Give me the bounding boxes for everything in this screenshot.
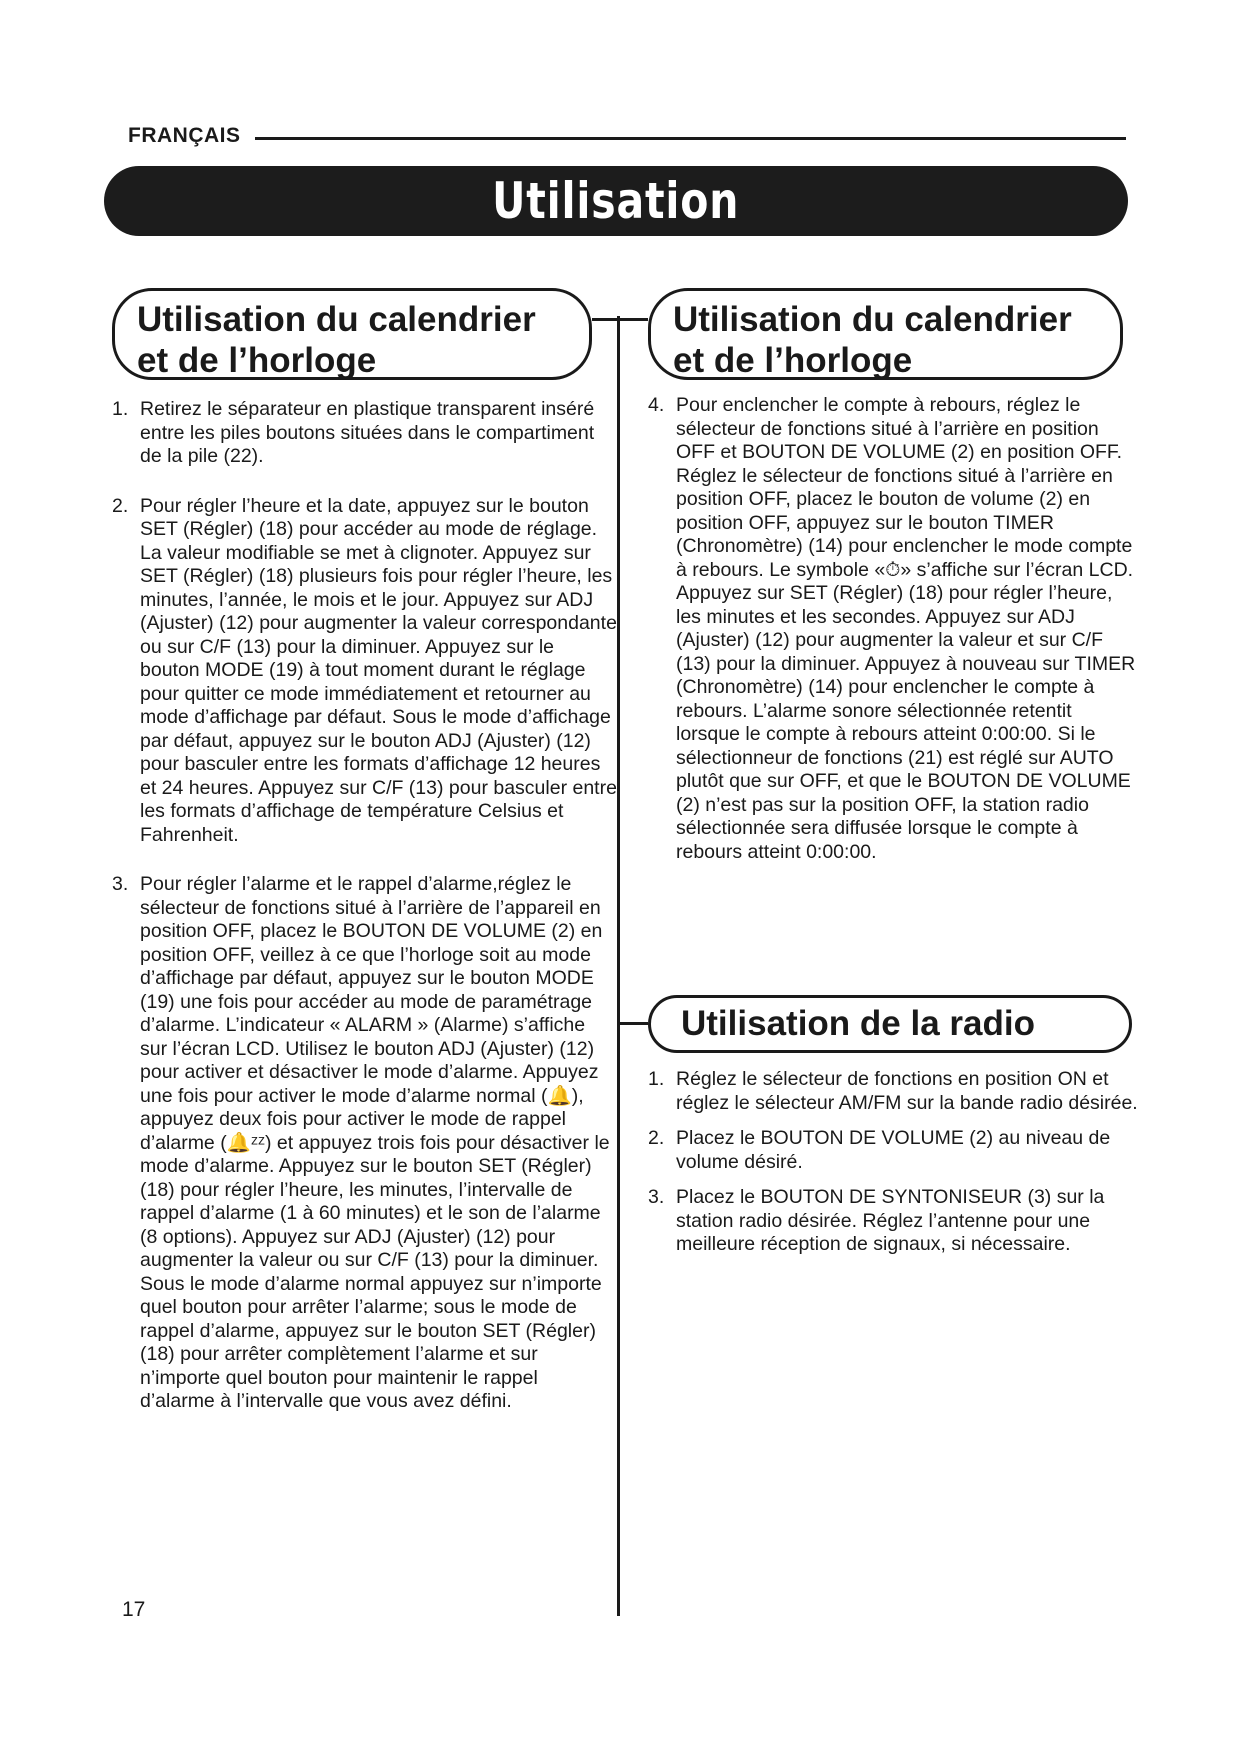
heading-connector	[592, 318, 648, 321]
page-number: 17	[122, 1598, 146, 1621]
list-item	[112, 495, 617, 848]
item-number: 2.	[648, 1127, 665, 1149]
radio-heading-connector	[617, 1022, 648, 1025]
page-title: Utilisation	[492, 172, 740, 230]
item-text: Placez le BOUTON DE VOLUME (2) au niveau de volume désiré.	[676, 1127, 1111, 1173]
list-item	[648, 1068, 1138, 1115]
heading-line: Utilisation du calendrier	[137, 300, 536, 339]
list-item	[648, 394, 1138, 864]
header-rule	[255, 137, 1126, 140]
column-divider	[617, 316, 620, 1616]
left-column	[112, 398, 617, 1414]
item-text: Réglez le sélecteur de fonctions en position ON et réglez le sélecteur AM/FM sur la bande radio désirée.	[676, 1068, 1138, 1114]
item-number: 2.	[112, 494, 129, 517]
heading-line: et de l’horloge	[137, 341, 377, 380]
list-item	[112, 873, 617, 1414]
list-item	[648, 1186, 1138, 1257]
item-text: Placez le BOUTON DE SYNTONISEUR (3) sur la station radio désirée. Réglez l’antenne pour une meilleure réception de signaux, si nécessaire.	[676, 1186, 1105, 1255]
item-number: 3.	[648, 1186, 665, 1208]
item-text: Pour enclencher le compte à rebours, réglez le sélecteur de fonctions situé à l’arrière en position OFF et BOUTON DE VOLUME (2) en position OFF. Réglez le sélecteur de fonctions situé à l’arrière en position OFF, placez le bouton de volume (2) en position OFF, appuyez sur le bouton TIMER (Chronomètre) (14) pour enclencher le mode compte à rebours. Le symbole «⏱» s’affiche sur l’écran LCD. Appuyez sur SET (Régler) (18) pour régler l’heure, les minutes et les secondes. Appuyez sur ADJ (Ajuster) (12) pour augmenter la valeur et sur C/F (13) pour la diminuer. Appuyez à nouveau sur TIMER (Chronomètre) (14) pour enclencher le compte à rebours. L’alarme sonore sélectionnée retentit lorsque le compte à rebours atteint 0:00:00. Si le sélectionneur de fonctions (21) est réglé sur AUTO plutôt que sur OFF, et que le BOUTON DE VOLUME (2) n’est pas sur la position OFF, la station radio sélectionnée sera diffusée lorsque le compte à rebours atteint 0:00:00.	[676, 394, 1136, 863]
heading-line: Utilisation du calendrier	[673, 300, 1072, 339]
item-text: Pour régler l’alarme et le rappel d’alarme,réglez le sélecteur de fonctions situé à l’arrière de l’appareil en position OFF, placez le BOUTON DE VOLUME (2) en position OFF, veillez à ce que l’horloge soit au mode d’affichage par défaut, appuyez sur le bouton MODE (19) une fois pour accéder au mode de paramétrage d’alarme. L’indicateur « ALARM » (Alarme) s’affiche sur l’écran LCD. Utilisez le bouton ADJ (Ajuster) (12) pour activer et désactiver le mode d’alarme. Appuyez une fois pour activer le mode d’alarme normal (🔔), appuyez deux fois pour activer le mode de rappel d’alarme (🔔ᶻᶻ) et appuyez trois fois pour désactiver le mode d’alarme. Appuyez sur le bouton SET (Régler) (18) pour régler l’heure, les minutes, l’intervalle de rappel d’alarme (1 à 60 minutes) et le son de l’alarme (8 options). Appuyez sur ADJ (Ajuster) (12) pour augmenter la valeur ou sur C/F (13) pour la diminuer. Sous le mode d’alarme normal appuyez sur n’importe quel bouton pour arrêter l’alarme; sous le mode de rappel d’alarme, appuyez sur le bouton SET (Régler) (18) pour arrêter complètement l’alarme et sur n’importe quel bouton pour maintenir le rappel d’alarme à l’intervalle que vous avez défini.	[140, 873, 610, 1412]
item-number: 1.	[112, 398, 129, 420]
item-text: Pour régler l’heure et la date, appuyez sur le bouton SET (Régler) (18) pour accéder au mode de réglage. La valeur modifiable se met à clignoter. Appuyez sur SET (Régler) (18) plusieurs fois pour régler l’heure, les minutes, l’année, le mois et le jour. Appuyez sur ADJ (Ajuster) (12) pour augmenter la valeur correspondante ou sur C/F (13) pour la diminuer. Appuyez sur le bouton MODE (19) à tout moment durant le réglage pour quitter ce mode immédiatement et retourner au mode d’affichage par défaut. Sous le mode d’affichage par défaut, appuyez sur le bouton ADJ (Ajuster) (12) pour basculer entre les formats d’affichage 12 heures et 24 heures. Appuyez sur C/F (13) pour basculer entre les formats d’affichage de température Celsius et Fahrenheit.	[140, 494, 617, 846]
heading-line: Utilisation de la radio	[681, 1004, 1035, 1043]
section-heading-calendar-right	[648, 288, 1123, 380]
section-heading-radio	[648, 995, 1132, 1053]
list-item	[112, 398, 617, 469]
list-item	[648, 1127, 1138, 1174]
item-number: 1.	[648, 1068, 665, 1090]
title-banner	[104, 166, 1128, 236]
heading-line: et de l’horloge	[673, 341, 913, 380]
item-text: Retirez le séparateur en plastique transparent inséré entre les piles boutons situées dans le compartiment de la pile (22).	[140, 398, 595, 467]
item-number: 4.	[648, 394, 665, 416]
language-label: FRANÇAIS	[128, 124, 241, 147]
right-column-radio	[648, 1068, 1138, 1257]
section-heading-calendar-left	[112, 288, 592, 380]
item-number: 3.	[112, 873, 129, 895]
right-column-countdown	[648, 394, 1138, 864]
